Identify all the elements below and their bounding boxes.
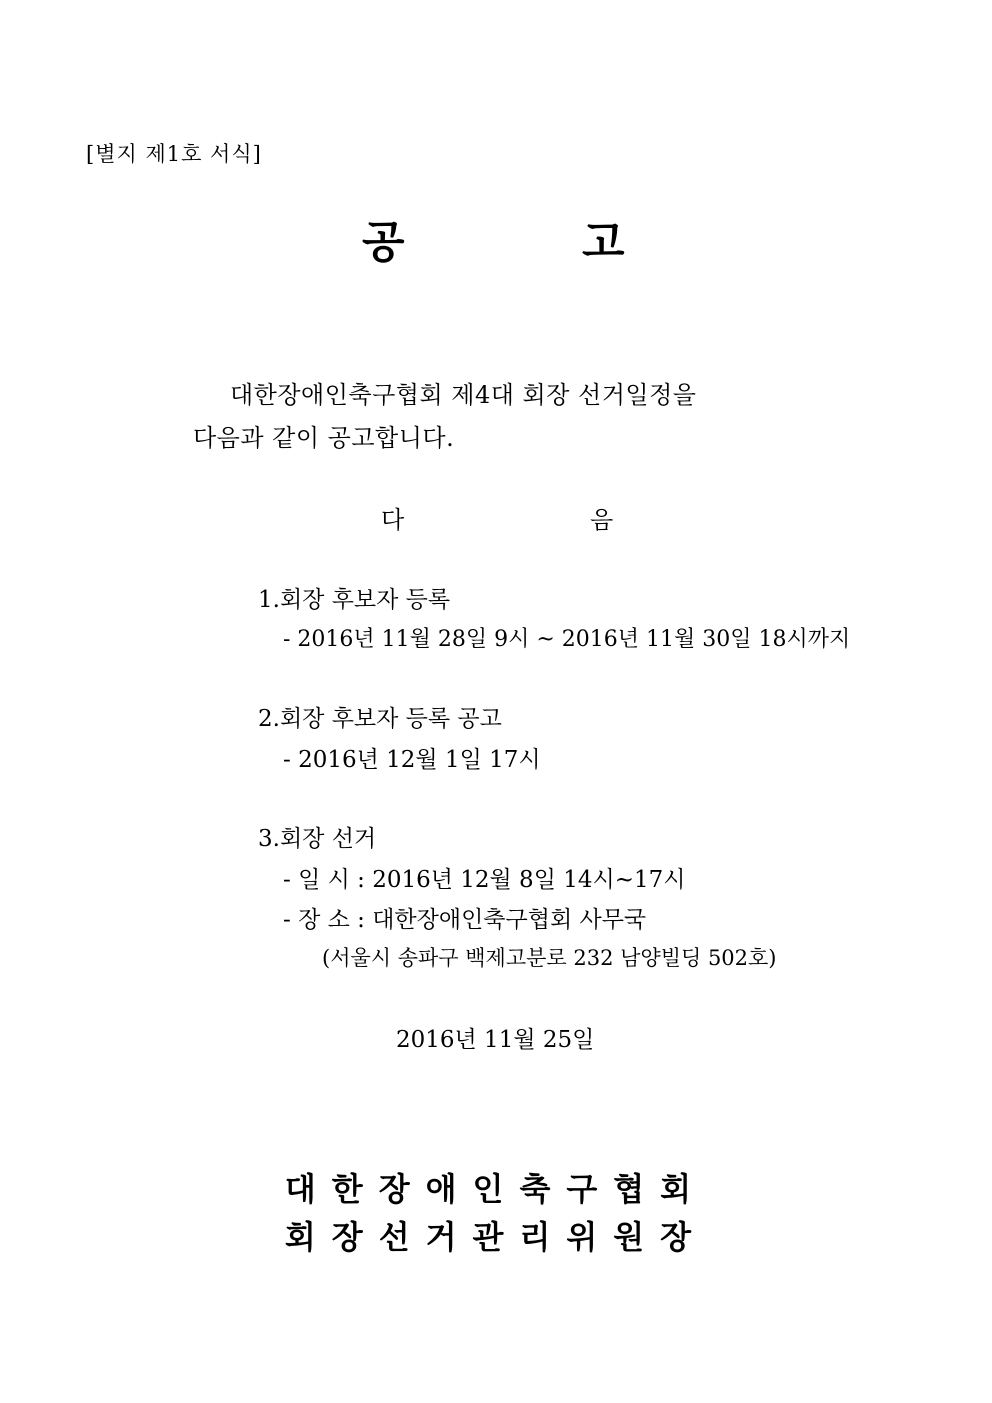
notice-date: 2016년 11월 25일 [396, 1027, 595, 1053]
item-3-title: 3.회장 선거 [258, 826, 377, 852]
title-char-2: 고 [582, 217, 625, 268]
item-1-detail: - 2016년 11월 28일 9시 ~ 2016년 11월 30일 18시까지 [283, 627, 851, 652]
footer-committee: 회장선거관리위원장 [284, 1218, 708, 1256]
intro-line-2: 다음과 같이 공고합니다. [193, 424, 455, 452]
form-label: [별지 제1호 서식] [86, 142, 262, 166]
item-1-title: 1.회장 후보자 등록 [258, 587, 451, 613]
section-heading-char-1: 다 [381, 506, 405, 534]
title-char-1: 공 [362, 217, 405, 268]
item-3-detail-address: (서울시 송파구 백제고분로 232 남양빌딩 502호) [322, 946, 777, 970]
item-3-detail-time: - 일 시 : 2016년 12월 8일 14시~17시 [283, 867, 686, 893]
footer-organization: 대한장애인축구협회 [284, 1170, 708, 1208]
item-2-title: 2.회장 후보자 등록 공고 [258, 706, 502, 732]
item-2-detail: - 2016년 12월 1일 17시 [283, 747, 541, 773]
intro-line-1: 대한장애인축구협회 제4대 회장 선거일정을 [230, 381, 697, 409]
section-heading-char-2: 음 [590, 506, 614, 534]
document-title [0, 206, 992, 266]
item-3-detail-place: - 장 소 : 대한장애인축구협회 사무국 [283, 907, 647, 933]
